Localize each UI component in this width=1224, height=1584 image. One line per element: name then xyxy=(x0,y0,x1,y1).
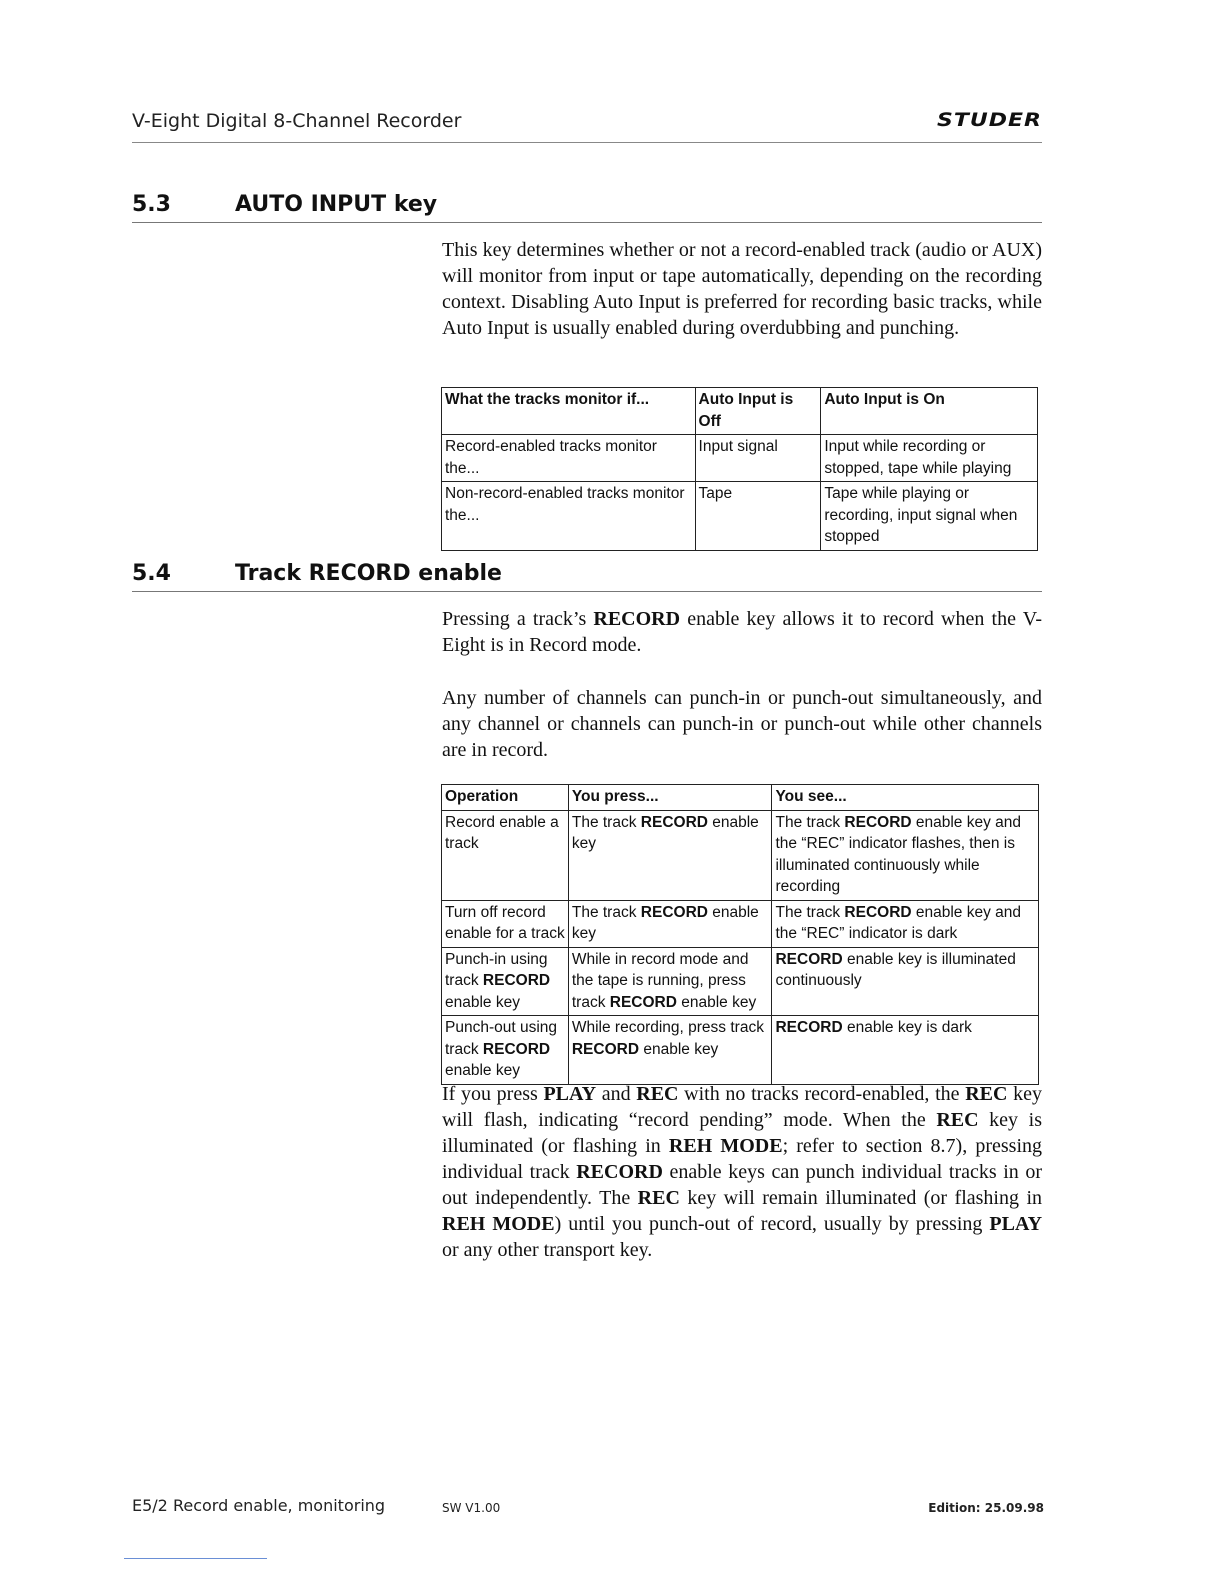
table-cell xyxy=(568,947,772,1016)
footer-software-version: SW V1.00 xyxy=(442,1501,501,1515)
table-cell: Tape while playing or recording, input signal when stopped xyxy=(821,482,1038,551)
auto-input-paragraph: This key determines whether or not a record-enabled track (audio or AUX) will monitor from input or tape automatically, depending on the recording context. Disabling Auto Input is preferred for recording basic tracks, while Auto Input is usually enabled during overdubbing and punching. xyxy=(442,239,1042,339)
page-header xyxy=(132,108,1042,143)
footer-edition: Edition: 25.09.98 xyxy=(928,1501,1044,1515)
text-run: enable key and the “REC” indicator flashes, then is illuminated continuously while recording xyxy=(775,813,1022,895)
table-row xyxy=(442,1016,1039,1085)
bold-run: PLAY xyxy=(989,1213,1043,1235)
text-run: While in record mode and the tape is running, press track xyxy=(571,950,749,1011)
text-run: enable key is dark xyxy=(842,1019,972,1036)
text-run: key will flash, indicating “record pending” mode. When the xyxy=(442,1083,1042,1131)
text-run: enable key allows it to record when the V-Eight is in Record mode. xyxy=(442,608,1042,656)
text-run: Pressing a track’s xyxy=(442,608,594,630)
table-cell: Non-record-enabled tracks monitor the... xyxy=(442,482,696,551)
text-run: Punch-in using track xyxy=(445,950,548,989)
bold-run: PLAY xyxy=(543,1083,597,1105)
rec-key-paragraph xyxy=(442,1081,1042,1263)
section-title: AUTO INPUT key xyxy=(235,192,438,217)
text-run: While recording, press track xyxy=(571,1019,764,1036)
table-header-cell: What the tracks monitor if... xyxy=(442,388,696,435)
text-run: If you press xyxy=(442,1083,544,1105)
table-row xyxy=(442,900,1039,947)
bold-run: RECORD xyxy=(609,993,677,1011)
text-run: and xyxy=(596,1083,637,1105)
bold-run: RECORD xyxy=(775,1019,843,1036)
punch-paragraph: Any number of channels can punch-in or punch-out simultaneously, and any channel or channels can punch-in or punch-out while other channels are in record. xyxy=(442,687,1042,761)
table-cell: Input while recording or stopped, tape while playing xyxy=(821,435,1038,482)
text-run: key will remain illuminated (or flashing in xyxy=(679,1187,1042,1209)
text-run: enable key xyxy=(639,1040,719,1058)
text-run: enable key and the “REC” indicator is dark xyxy=(775,903,1022,942)
text-run: enable key xyxy=(676,993,757,1011)
bold-run: REC xyxy=(637,1187,680,1209)
section-heading-5-4 xyxy=(132,561,1042,592)
text-run: key is illuminated (or flashing in xyxy=(442,1109,1043,1157)
bold-run: REC xyxy=(965,1083,1008,1105)
table-cell: Turn off record enable for a track xyxy=(442,900,569,947)
table-row xyxy=(442,435,1038,482)
section-heading-5-3 xyxy=(132,192,1042,223)
bold-run: REC xyxy=(936,1109,979,1131)
text-run: The track xyxy=(571,903,641,921)
table-cell: Tape xyxy=(695,482,821,551)
table-header-cell: Auto Input is On xyxy=(821,388,1038,435)
table-cell: Record enable a track xyxy=(442,810,569,900)
bold-run: REH MODE xyxy=(442,1213,555,1235)
text-run: with no tracks record-enabled, the xyxy=(678,1083,966,1105)
text-run: The track xyxy=(775,813,845,831)
record-enable-table xyxy=(441,784,1039,1085)
text-run: enable keys can punch individual tracks in or out independently. The xyxy=(442,1161,1042,1209)
text-run: enable key xyxy=(445,1062,520,1079)
table-header-cell: Operation xyxy=(442,785,569,811)
document-title: V-Eight Digital 8-Channel Recorder xyxy=(132,110,462,132)
bold-run: RECORD xyxy=(775,950,843,968)
section-title: Track RECORD enable xyxy=(235,561,502,586)
table-cell: Input signal xyxy=(695,435,821,482)
text-run: Punch-out using track xyxy=(445,1019,558,1058)
bold-run: RECORD xyxy=(593,608,681,630)
bold-run: RECORD xyxy=(640,903,708,921)
bold-run: RECORD xyxy=(576,1161,663,1183)
table-cell xyxy=(568,810,772,900)
auto-input-table xyxy=(441,387,1038,551)
section-number: 5.3 xyxy=(132,192,171,217)
bold-run: RECORD xyxy=(571,1040,640,1058)
table-cell xyxy=(772,1016,1039,1085)
table-header-cell: You see... xyxy=(772,785,1039,811)
table-cell xyxy=(442,1016,569,1085)
text-run: enable key is illuminated continuously xyxy=(775,950,1016,989)
table-cell xyxy=(772,947,1039,1016)
text-run: ; refer to section 8.7), pressing individual track xyxy=(442,1135,1042,1183)
table-row xyxy=(442,482,1038,551)
bold-run: REH MODE xyxy=(668,1135,783,1157)
table-header-cell: You press... xyxy=(568,785,772,811)
text-run: The track xyxy=(775,903,845,921)
record-enable-paragraph xyxy=(442,606,1042,658)
studer-logo: STUDER xyxy=(937,109,1042,132)
text-run: enable key xyxy=(445,993,520,1011)
table-row xyxy=(442,810,1039,900)
section-number: 5.4 xyxy=(132,561,171,586)
table-cell xyxy=(772,810,1039,900)
text-run: enable key xyxy=(571,813,759,852)
bold-run: RECORD xyxy=(844,813,912,831)
bold-run: RECORD xyxy=(482,972,551,989)
text-run: or any other transport key. xyxy=(442,1239,653,1261)
table-cell: Record-enabled tracks monitor the... xyxy=(442,435,696,482)
table-header-row xyxy=(442,785,1039,811)
bold-run: REC xyxy=(636,1083,679,1105)
bold-run: RECORD xyxy=(640,813,708,831)
text-run: The track xyxy=(571,813,641,831)
table-cell xyxy=(568,1016,772,1085)
table-cell xyxy=(772,900,1039,947)
footnote-rule xyxy=(124,1558,267,1559)
footer-section-label: E5/2 Record enable, monitoring xyxy=(132,1496,386,1515)
text-run: enable key xyxy=(571,903,759,942)
table-header-row xyxy=(442,388,1038,435)
table-cell xyxy=(442,947,569,1016)
bold-run: RECORD xyxy=(844,903,912,921)
table-header-cell: Auto Input is Off xyxy=(695,388,821,435)
bold-run: RECORD xyxy=(482,1040,551,1058)
text-run: ) until you punch-out of record, usually by pressing xyxy=(554,1213,990,1235)
table-row xyxy=(442,947,1039,1016)
table-cell xyxy=(568,900,772,947)
